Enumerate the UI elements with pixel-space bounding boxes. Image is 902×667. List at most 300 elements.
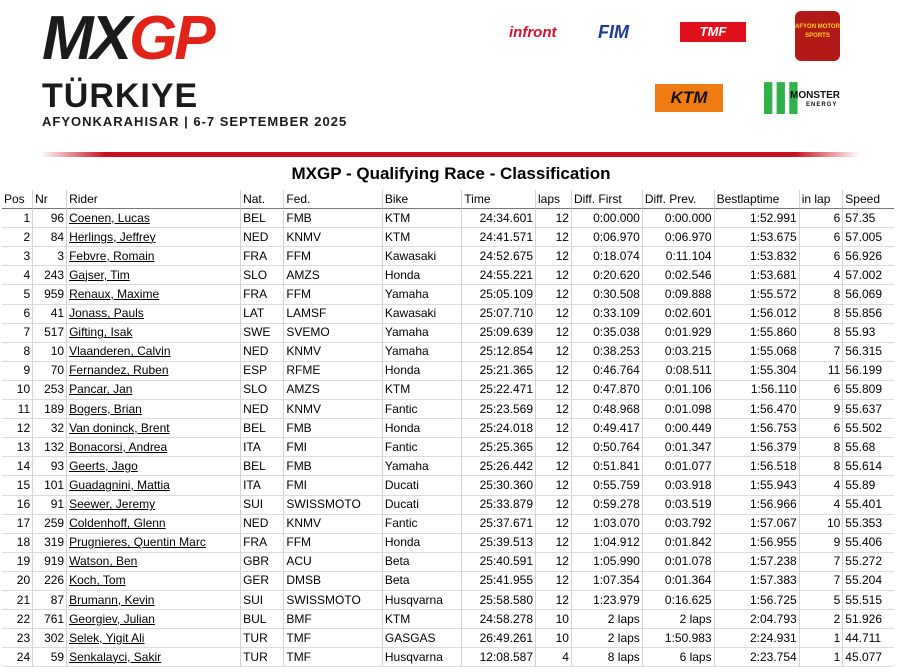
table-cell: NED — [240, 515, 283, 534]
table-cell: 0:11.104 — [642, 247, 714, 266]
table-cell: KTM — [382, 209, 461, 228]
classification-table — [2, 190, 894, 667]
fim-logo: FIM — [598, 22, 629, 42]
rider-link[interactable]: Georgiev, Julian — [66, 610, 240, 629]
table-cell: 0:00.449 — [642, 419, 714, 438]
table-cell: FMB — [283, 457, 382, 476]
table-cell: 25:21.365 — [461, 362, 535, 381]
table-cell: 6 — [799, 381, 843, 400]
table-cell: 26:49.261 — [461, 629, 535, 648]
table-cell: 25:39.513 — [461, 534, 535, 553]
table-cell: 12 — [535, 285, 571, 304]
table-cell: Honda — [382, 534, 461, 553]
table-cell: 57.002 — [842, 266, 894, 285]
table-cell: 20 — [2, 572, 32, 591]
table-cell: 2:23.754 — [714, 648, 799, 667]
table-cell: 25:41.955 — [461, 572, 535, 591]
logo-mx-text: MX — [42, 4, 129, 73]
table-cell: 8 — [799, 305, 843, 324]
table-cell: SLO — [240, 381, 283, 400]
rider-link[interactable]: Bonacorsi, Andrea — [66, 438, 240, 457]
table-cell: 0:16.625 — [642, 591, 714, 610]
column-header: laps — [535, 190, 571, 209]
table-cell: 25:09.639 — [461, 324, 535, 343]
rider-link[interactable]: Geerts, Jago — [66, 457, 240, 476]
table-cell: 0:33.109 — [571, 305, 642, 324]
table-cell: Honda — [382, 362, 461, 381]
monster-claw-icon: Ⅲ — [760, 74, 802, 125]
table-cell: 9 — [2, 362, 32, 381]
table-cell: 8 laps — [571, 648, 642, 667]
table-cell: 7 — [799, 572, 843, 591]
rider-link[interactable]: Coldenhoff, Glenn — [66, 515, 240, 534]
table-cell: 93 — [32, 457, 66, 476]
rider-link[interactable]: Renaux, Maxime — [66, 285, 240, 304]
table-cell: 959 — [32, 285, 66, 304]
table-cell: 7 — [799, 553, 843, 572]
table-row — [2, 476, 894, 495]
table-cell: 0:08.511 — [642, 362, 714, 381]
table-cell: KNMV — [283, 400, 382, 419]
table-cell: Fantic — [382, 515, 461, 534]
column-header: Nr — [32, 190, 66, 209]
table-cell: 14 — [2, 457, 32, 476]
table-cell: 101 — [32, 476, 66, 495]
table-cell: 19 — [2, 553, 32, 572]
event-header — [0, 0, 902, 160]
table-cell: 6 — [799, 228, 843, 247]
table-cell: 56.315 — [842, 343, 894, 362]
table-cell: 16 — [2, 496, 32, 515]
table-cell: 44.711 — [842, 629, 894, 648]
table-cell: 55.502 — [842, 419, 894, 438]
table-cell: 12 — [535, 381, 571, 400]
table-row — [2, 228, 894, 247]
table-cell: 0:03.918 — [642, 476, 714, 495]
monster-text: MONSTER — [790, 90, 840, 101]
table-cell: AMZS — [283, 266, 382, 285]
table-cell: 2 laps — [571, 610, 642, 629]
table-cell: 32 — [32, 419, 66, 438]
table-cell: 41 — [32, 305, 66, 324]
table-cell: 1 — [799, 629, 843, 648]
table-cell: NED — [240, 228, 283, 247]
table-cell: 0:02.546 — [642, 266, 714, 285]
table-cell: 0:30.508 — [571, 285, 642, 304]
table-cell: SWISSMOTO — [283, 591, 382, 610]
table-cell: 12 — [535, 438, 571, 457]
table-cell: KNMV — [283, 228, 382, 247]
table-cell: 6 — [799, 419, 843, 438]
table-cell: 1:52.991 — [714, 209, 799, 228]
rider-link[interactable]: Jonass, Pauls — [66, 305, 240, 324]
column-header: Bestlaptime — [714, 190, 799, 209]
table-cell: 319 — [32, 534, 66, 553]
table-cell: 0:59.278 — [571, 496, 642, 515]
table-cell: Yamaha — [382, 285, 461, 304]
table-cell: FFM — [283, 534, 382, 553]
table-cell: 9 — [799, 534, 843, 553]
table-cell: Ducati — [382, 496, 461, 515]
table-cell: 12 — [535, 228, 571, 247]
table-cell: BEL — [240, 209, 283, 228]
table-row — [2, 591, 894, 610]
rider-link[interactable]: Guadagnini, Mattia — [66, 476, 240, 495]
table-cell: 517 — [32, 324, 66, 343]
rider-link[interactable]: Selek, Yigit Ali — [66, 629, 240, 648]
table-row — [2, 343, 894, 362]
table-cell: 12 — [535, 553, 571, 572]
table-row — [2, 285, 894, 304]
table-cell: 57.005 — [842, 228, 894, 247]
table-cell: 25:40.591 — [461, 553, 535, 572]
table-cell: 8 — [799, 285, 843, 304]
rider-link[interactable]: Senkalayci, Sakir — [66, 648, 240, 667]
table-cell: ESP — [240, 362, 283, 381]
rider-link[interactable]: Febvre, Romain — [66, 247, 240, 266]
table-cell: 253 — [32, 381, 66, 400]
table-cell: 1:56.470 — [714, 400, 799, 419]
table-cell: 8 — [799, 457, 843, 476]
table-cell: 1:57.067 — [714, 515, 799, 534]
table-row — [2, 400, 894, 419]
table-cell: 0:06.970 — [642, 228, 714, 247]
column-header: in lap — [799, 190, 843, 209]
rider-link[interactable]: Van doninck, Brent — [66, 419, 240, 438]
table-cell: 0:00.000 — [642, 209, 714, 228]
table-cell: ITA — [240, 438, 283, 457]
table-cell: GASGAS — [382, 629, 461, 648]
table-row — [2, 209, 894, 228]
table-cell: 12 — [535, 457, 571, 476]
table-cell: 302 — [32, 629, 66, 648]
table-cell: 0:01.929 — [642, 324, 714, 343]
table-cell: 24 — [2, 648, 32, 667]
table-cell: FRA — [240, 247, 283, 266]
table-cell: 12 — [535, 305, 571, 324]
table-cell: AMZS — [283, 381, 382, 400]
table-cell: 12 — [535, 362, 571, 381]
rider-link[interactable]: Gajser, Tim — [66, 266, 240, 285]
table-cell: 84 — [32, 228, 66, 247]
table-cell: 55.809 — [842, 381, 894, 400]
table-cell: 189 — [32, 400, 66, 419]
table-cell: 15 — [2, 476, 32, 495]
column-header: Diff. Prev. — [642, 190, 714, 209]
table-cell: LAMSF — [283, 305, 382, 324]
motor-sports-badge-logo: AFYON MOTOR SPORTS — [795, 11, 840, 61]
table-cell: 7 — [2, 324, 32, 343]
table-cell: 12 — [2, 419, 32, 438]
table-cell: 25:24.018 — [461, 419, 535, 438]
rider-link[interactable]: Herlings, Jeffrey — [66, 228, 240, 247]
table-row — [2, 534, 894, 553]
table-cell: SWISSMOTO — [283, 496, 382, 515]
table-cell: 1 — [2, 209, 32, 228]
mxgp-logo — [42, 4, 213, 73]
table-cell: 23 — [2, 629, 32, 648]
rider-link[interactable]: Pancar, Jan — [66, 381, 240, 400]
table-cell: 0:38.253 — [571, 343, 642, 362]
table-cell: 0:09.888 — [642, 285, 714, 304]
table-cell: 2 — [799, 610, 843, 629]
table-cell: FMI — [283, 476, 382, 495]
table-cell: GBR — [240, 553, 283, 572]
table-cell: 8 — [799, 324, 843, 343]
table-cell: 1:57.383 — [714, 572, 799, 591]
table-cell: 0:01.347 — [642, 438, 714, 457]
column-header: Rider — [66, 190, 240, 209]
table-cell: 0:35.038 — [571, 324, 642, 343]
table-cell: 3 — [2, 247, 32, 266]
table-row — [2, 610, 894, 629]
table-cell: 6 — [799, 209, 843, 228]
table-cell: 25:12.854 — [461, 343, 535, 362]
table-cell: 24:58.278 — [461, 610, 535, 629]
table-cell: 17 — [2, 515, 32, 534]
table-cell: 1:56.379 — [714, 438, 799, 457]
table-cell: 0:02.601 — [642, 305, 714, 324]
table-cell: 919 — [32, 553, 66, 572]
table-cell: 45.077 — [842, 648, 894, 667]
table-cell: 2 — [2, 228, 32, 247]
tmf-logo: TMF — [680, 22, 746, 42]
table-cell: 24:41.571 — [461, 228, 535, 247]
table-row — [2, 266, 894, 285]
table-cell: KTM — [382, 381, 461, 400]
table-cell: 7 — [799, 343, 843, 362]
table-cell: SWE — [240, 324, 283, 343]
table-cell: 8 — [2, 343, 32, 362]
table-cell: 25:25.365 — [461, 438, 535, 457]
table-cell: TUR — [240, 648, 283, 667]
table-cell: NED — [240, 343, 283, 362]
table-cell: Husqvarna — [382, 648, 461, 667]
table-cell: 0:06.970 — [571, 228, 642, 247]
rider-link[interactable]: Watson, Ben — [66, 553, 240, 572]
table-cell: 1:56.110 — [714, 381, 799, 400]
table-cell: 1:56.753 — [714, 419, 799, 438]
rider-link[interactable]: Koch, Tom — [66, 572, 240, 591]
table-row — [2, 362, 894, 381]
table-row — [2, 496, 894, 515]
table-cell: 2:04.793 — [714, 610, 799, 629]
table-cell: 24:55.221 — [461, 266, 535, 285]
table-cell: 13 — [2, 438, 32, 457]
table-cell: 1:56.012 — [714, 305, 799, 324]
table-cell: 0:03.792 — [642, 515, 714, 534]
table-cell: 10 — [2, 381, 32, 400]
table-cell: TMF — [283, 648, 382, 667]
table-cell: 55.614 — [842, 457, 894, 476]
rider-link[interactable]: Fernandez, Ruben — [66, 362, 240, 381]
table-cell: 12 — [535, 247, 571, 266]
table-cell: 10 — [32, 343, 66, 362]
table-cell: FRA — [240, 534, 283, 553]
event-subtitle: AFYONKARAHISAR | 6-7 SEPTEMBER 2025 — [42, 114, 348, 129]
table-cell: ITA — [240, 476, 283, 495]
table-cell: 12 — [535, 496, 571, 515]
table-cell: 1:56.966 — [714, 496, 799, 515]
table-row — [2, 324, 894, 343]
table-cell: 0:03.215 — [642, 343, 714, 362]
table-cell: 25:05.109 — [461, 285, 535, 304]
table-cell: Beta — [382, 572, 461, 591]
table-cell: 55.515 — [842, 591, 894, 610]
table-cell: 12 — [535, 591, 571, 610]
table-cell: 1:53.681 — [714, 266, 799, 285]
table-row — [2, 457, 894, 476]
table-cell: 0:55.759 — [571, 476, 642, 495]
table-cell: 226 — [32, 572, 66, 591]
table-cell: RFME — [283, 362, 382, 381]
table-cell: 12 — [535, 209, 571, 228]
column-header: Fed. — [283, 190, 382, 209]
table-cell: 259 — [32, 515, 66, 534]
table-cell: 70 — [32, 362, 66, 381]
table-row — [2, 381, 894, 400]
rider-link[interactable]: Gifting, Isak — [66, 324, 240, 343]
table-cell: 12 — [535, 515, 571, 534]
table-cell: 1:07.354 — [571, 572, 642, 591]
table-cell: 243 — [32, 266, 66, 285]
table-cell: 55.401 — [842, 496, 894, 515]
table-cell: 96 — [32, 209, 66, 228]
table-cell: 12 — [535, 572, 571, 591]
table-cell: 0:01.106 — [642, 381, 714, 400]
table-cell: 12 — [535, 400, 571, 419]
table-cell: 0:18.074 — [571, 247, 642, 266]
rider-link[interactable]: Vlaanderen, Calvin — [66, 343, 240, 362]
table-body — [2, 209, 894, 667]
table-cell: BUL — [240, 610, 283, 629]
table-cell: 12 — [535, 343, 571, 362]
table-cell: Ducati — [382, 476, 461, 495]
table-cell: 12 — [535, 419, 571, 438]
table-cell: 0:03.519 — [642, 496, 714, 515]
table-cell: 2 laps — [571, 629, 642, 648]
table-cell: 18 — [2, 534, 32, 553]
table-cell: FMB — [283, 419, 382, 438]
table-cell: 25:58.580 — [461, 591, 535, 610]
table-cell: 55.856 — [842, 305, 894, 324]
table-cell: 10 — [799, 515, 843, 534]
table-cell: 1:55.860 — [714, 324, 799, 343]
table-cell: 1:56.518 — [714, 457, 799, 476]
table-cell: Yamaha — [382, 343, 461, 362]
table-cell: GER — [240, 572, 283, 591]
table-cell: BEL — [240, 457, 283, 476]
table-row — [2, 515, 894, 534]
table-cell: Kawasaki — [382, 305, 461, 324]
table-cell: 24:34.601 — [461, 209, 535, 228]
monster-energy-logo — [758, 76, 854, 126]
table-row — [2, 572, 894, 591]
table-cell: 0:01.364 — [642, 572, 714, 591]
table-cell: 56.069 — [842, 285, 894, 304]
table-cell: 0:49.417 — [571, 419, 642, 438]
table-cell: 25:30.360 — [461, 476, 535, 495]
table-cell: 4 — [799, 266, 843, 285]
table-cell: 1:56.725 — [714, 591, 799, 610]
table-row — [2, 419, 894, 438]
table-cell: 4 — [535, 648, 571, 667]
rider-link[interactable]: Prugnieres, Quentin Marc — [66, 534, 240, 553]
rider-link[interactable]: Coenen, Lucas — [66, 209, 240, 228]
table-cell: BEL — [240, 419, 283, 438]
table-row — [2, 438, 894, 457]
column-header: Time — [461, 190, 535, 209]
table-cell: DMSB — [283, 572, 382, 591]
table-cell: 0:51.841 — [571, 457, 642, 476]
table-cell: 12 — [535, 476, 571, 495]
table-cell: 0:01.842 — [642, 534, 714, 553]
table-cell: 2:24.931 — [714, 629, 799, 648]
table-cell: 4 — [799, 496, 843, 515]
table-cell: NED — [240, 400, 283, 419]
table-cell: 1:57.238 — [714, 553, 799, 572]
rider-link[interactable]: Brumann, Kevin — [66, 591, 240, 610]
table-row — [2, 648, 894, 667]
column-header: Diff. First — [571, 190, 642, 209]
table-cell: 1:55.943 — [714, 476, 799, 495]
table-cell: 132 — [32, 438, 66, 457]
rider-link[interactable]: Bogers, Brian — [66, 400, 240, 419]
table-cell: BMF — [283, 610, 382, 629]
table-cell: 1:05.990 — [571, 553, 642, 572]
table-cell: Honda — [382, 419, 461, 438]
table-row — [2, 305, 894, 324]
table-cell: LAT — [240, 305, 283, 324]
ktm-logo: KTM — [655, 84, 723, 112]
header-divider — [40, 152, 860, 157]
table-cell: FFM — [283, 247, 382, 266]
table-cell: 25:07.710 — [461, 305, 535, 324]
table-cell: 55.93 — [842, 324, 894, 343]
table-cell: TUR — [240, 629, 283, 648]
table-cell: 1:04.912 — [571, 534, 642, 553]
table-cell: 10 — [535, 610, 571, 629]
table-cell: 12:08.587 — [461, 648, 535, 667]
table-cell: 55.637 — [842, 400, 894, 419]
table-cell: Kawasaki — [382, 247, 461, 266]
column-header: Pos — [2, 190, 32, 209]
table-cell: 25:33.879 — [461, 496, 535, 515]
table-cell: KTM — [382, 228, 461, 247]
table-row — [2, 247, 894, 266]
table-cell: 55.353 — [842, 515, 894, 534]
table-cell: 11 — [2, 400, 32, 419]
table-cell: 4 — [2, 266, 32, 285]
rider-link[interactable]: Seewer, Jeremy — [66, 496, 240, 515]
table-cell: 1:56.955 — [714, 534, 799, 553]
table-cell: Honda — [382, 266, 461, 285]
table-cell: 0:01.077 — [642, 457, 714, 476]
table-cell: 5 — [2, 285, 32, 304]
table-cell: TMF — [283, 629, 382, 648]
column-header: Nat. — [240, 190, 283, 209]
table-cell: 1:55.304 — [714, 362, 799, 381]
table-cell: KNMV — [283, 515, 382, 534]
table-cell: 10 — [535, 629, 571, 648]
table-cell: 0:46.764 — [571, 362, 642, 381]
table-cell: Beta — [382, 553, 461, 572]
table-cell: Yamaha — [382, 457, 461, 476]
column-header: Bike — [382, 190, 461, 209]
table-cell: 12 — [535, 324, 571, 343]
table-cell: 1:23.979 — [571, 591, 642, 610]
table-cell: 0:01.078 — [642, 553, 714, 572]
